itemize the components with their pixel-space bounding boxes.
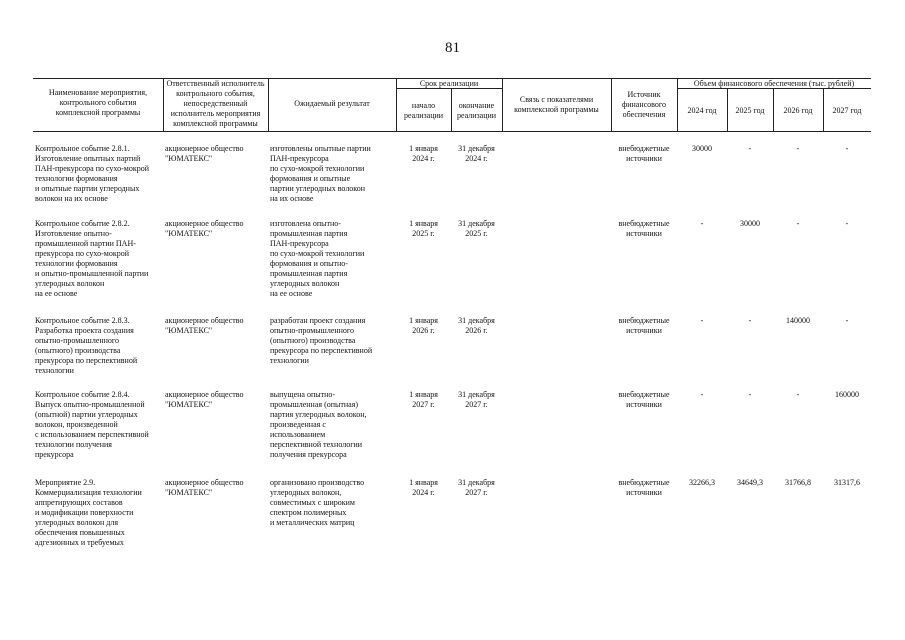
row-4-expected: выпущена опытно- промышленная (опытная) партия углеродных волокон, произведенная с использованием перспективной технологии получения прекурсора — [270, 390, 367, 459]
row-3-2027: - — [845, 316, 849, 325]
row-1-name: Контрольное событие 2.8.1. Изготовление опытных партий ПАН-прекурсора по сухо-мокрой технологии формования и опытные партии углеродных волокон на их основе — [35, 144, 150, 203]
row-3-2024: - — [700, 316, 704, 325]
row-2-2026: - — [796, 219, 800, 228]
row-1-start: 1 января 2024 г. — [409, 144, 438, 163]
row-2-expected: изготовлена опытно- промышленная партия ПАН-прекурсора по сухо-мокрой технологии формования и опытно- промышленная партия углеродных волокон на ее основе — [270, 219, 365, 298]
header-source: Источник финансового обеспечения — [622, 90, 666, 119]
row-4-2027: 160000 — [835, 390, 859, 399]
row-4-2024: - — [700, 390, 704, 399]
row-1-source: внебюджетные источники — [618, 144, 670, 163]
row-2-2027: - — [845, 219, 849, 228]
row-1-end: 31 декабря 2024 г. — [458, 144, 495, 163]
header-2027: 2027 год — [832, 106, 862, 115]
row-2-2024: - — [700, 219, 704, 228]
row-2-responsible: акционерное общество "ЮМАТЕКС" — [165, 219, 244, 238]
row-5-end: 31 декабря 2027 г. — [458, 478, 495, 497]
header-end: окончание реализации — [456, 101, 497, 120]
row-1-2024: 30000 — [692, 144, 712, 153]
row-5-expected: организовано производство углеродных волокон, совместимых с широким спектром полимерных и металлических матриц — [270, 478, 365, 527]
row-2-source: внебюджетные источники — [618, 219, 670, 238]
row-4-name: Контрольное событие 2.8.4. Выпуск опытно-промышленной (опытной) партии углеродных волокон, произведенной с использованием перспективной технологии получения прекурсора — [35, 390, 149, 459]
header-period: Срок реализации — [419, 79, 479, 88]
row-3-start: 1 января 2026 г. — [409, 316, 438, 335]
row-1-responsible: акционерное общество "ЮМАТЕКС" — [165, 144, 244, 163]
row-5-source: внебюджетные источники — [618, 478, 670, 497]
row-3-2025: - — [748, 316, 752, 325]
row-3-end: 31 декабря 2026 г. — [458, 316, 495, 335]
row-2-start: 1 января 2025 г. — [409, 219, 438, 238]
row-3-source: внебюджетные источники — [618, 316, 670, 335]
row-5-name: Мероприятие 2.9. Коммерциализация технологии аппретирующих составов и модификации поверхности углеродных волокон для обеспечения повышенных адгезионных и требуемых — [35, 478, 142, 547]
row-1-expected: изготовлены опытные партии ПАН-прекурсора по сухо-мокрой технологии формования и опытные партии углеродных волокон на их основе — [270, 144, 371, 203]
row-5-responsible: акционерное общество "ЮМАТЕКС" — [165, 478, 244, 497]
row-1-2025: - — [748, 144, 752, 153]
row-5-2027: 31317,6 — [834, 478, 860, 487]
page-number: 81 — [445, 40, 460, 56]
header-start: начало реализации — [403, 101, 444, 120]
row-3-2026: 140000 — [786, 316, 810, 325]
row-3-expected: разработан проект создания опытно-промышленного (опытного) производства прекурсора по перспективной технологии — [270, 316, 373, 365]
header-name: Наименование мероприятия, контрольного события комплексной программы — [48, 88, 148, 117]
row-4-2026: - — [796, 390, 800, 399]
row-2-2025: 30000 — [740, 219, 760, 228]
row-5-start: 1 января 2024 г. — [409, 478, 438, 497]
header-expected: Ожидаемый результат — [294, 99, 370, 108]
row-4-start: 1 января 2027 г. — [409, 390, 438, 409]
row-5-2025: 34649,3 — [737, 478, 763, 487]
row-5-2026: 31766,8 — [785, 478, 811, 487]
row-4-source: внебюджетные источники — [618, 390, 670, 409]
header-2024: 2024 год — [687, 106, 717, 115]
row-5-2024: 32266,3 — [689, 478, 715, 487]
row-2-end: 31 декабря 2025 г. — [458, 219, 495, 238]
header-2025: 2025 год — [735, 106, 765, 115]
header-bottom-rule — [33, 131, 871, 132]
header-responsible: Ответственный исполнитель контрольного события, непосредственный исполнитель мероприятия комплексной программы — [166, 79, 265, 128]
header-link: Связь с показателями комплексной программы — [514, 95, 599, 114]
row-3-name: Контрольное событие 2.8.3. Разработка проекта создания опытно-промышленного (опытного) производства прекурсора по перспективной технологии — [35, 316, 138, 375]
row-4-end: 31 декабря 2027 г. — [458, 390, 495, 409]
row-1-2027: - — [845, 144, 849, 153]
header-2026: 2026 год — [783, 106, 813, 115]
row-2-name: Контрольное событие 2.8.2. Изготовление опытно- промышленной партии ПАН- прекурсора по сухо-мокрой технологии формования и опытно-промышленной партии углеродных волокон на ее основе — [35, 219, 149, 298]
row-1-2026: - — [796, 144, 800, 153]
header-volume: Объем финансового обеспечения (тыс. рублей) — [693, 79, 855, 88]
row-4-2025: - — [748, 390, 752, 399]
row-4-responsible: акционерное общество "ЮМАТЕКС" — [165, 390, 244, 409]
row-3-responsible: акционерное общество "ЮМАТЕКС" — [165, 316, 244, 335]
